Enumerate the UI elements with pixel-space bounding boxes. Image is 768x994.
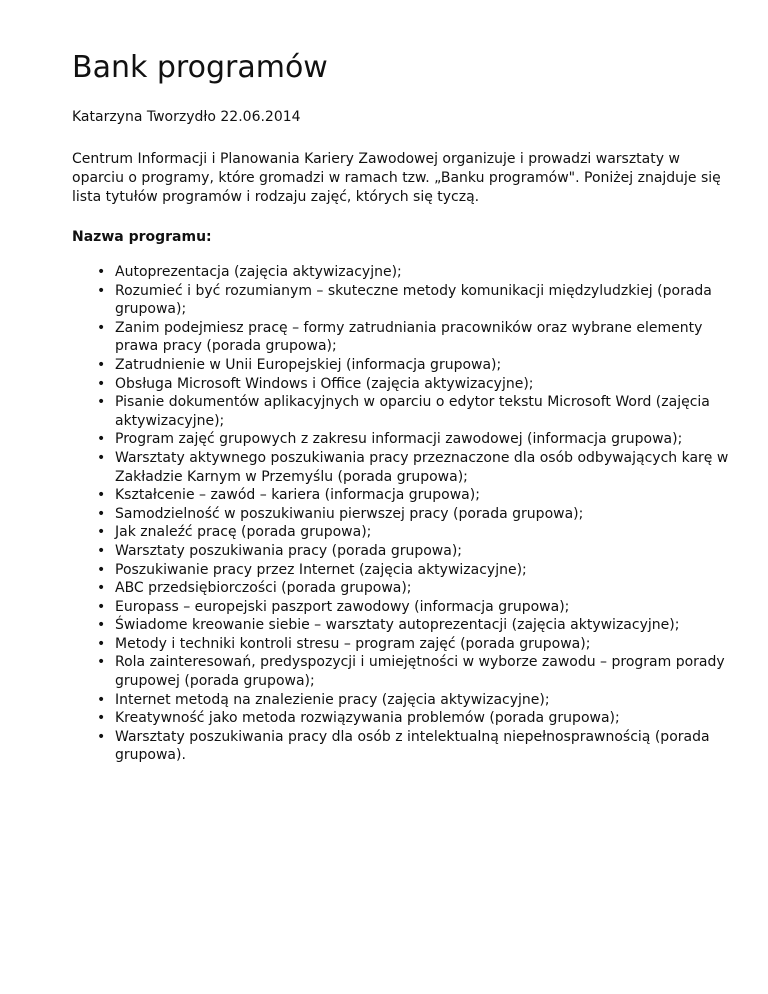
- program-list-item: • ABC przedsiębiorczości (porada grupowa);: [72, 579, 735, 598]
- page-title: Bank programów: [72, 50, 328, 85]
- intro-paragraph: Centrum Informacji i Planowania Kariery Zawodowej organizuje i prowadzi warsztaty w oparciu o programy, które gromadzi w ramach tzw. „Banku programów". Poniżej znajduje się lista tytułów programów i rodzaju zajęć, których się tyczą.: [72, 151, 721, 205]
- program-list-item: • Obsługa Microsoft Windows i Office (zajęcia aktywizacyjne);: [72, 375, 735, 394]
- program-list-item: • Warsztaty poszukiwania pracy dla osób z intelektualną niepełnosprawnością (porada grupowa).: [72, 728, 735, 765]
- program-list: [72, 263, 728, 765]
- program-list-item: • Warsztaty aktywnego poszukiwania pracy przeznaczone dla osób odbywających karę w Zakładzie Karnym w Przemyślu (porada grupowa);: [72, 449, 735, 486]
- program-list-item: • Samodzielność w poszukiwaniu pierwszej pracy (porada grupowa);: [72, 505, 735, 524]
- program-list-item: • Rozumieć i być rozumianym – skuteczne metody komunikacji międzyludzkiej (porada grupowa);: [72, 282, 735, 319]
- author-date-line: Katarzyna Tworzydło 22.06.2014: [72, 109, 301, 125]
- program-list-item: • Jak znaleźć pracę (porada grupowa);: [72, 523, 735, 542]
- section-title: Nazwa programu:: [72, 229, 212, 245]
- program-list-item: • Warsztaty poszukiwania pracy (porada grupowa);: [72, 542, 735, 561]
- program-list-item: • Rola zainteresowań, predyspozycji i umiejętności w wyborze zawodu – program porady grupowej (porada grupowa);: [72, 653, 735, 690]
- program-list-item: • Świadome kreowanie siebie – warsztaty autoprezentacji (zajęcia aktywizacyjne);: [72, 616, 735, 635]
- program-list-item: • Autoprezentacja (zajęcia aktywizacyjne);: [72, 263, 735, 282]
- program-list-item: • Zatrudnienie w Unii Europejskiej (informacja grupowa);: [72, 356, 735, 375]
- program-list-item: • Metody i techniki kontroli stresu – program zajęć (porada grupowa);: [72, 635, 735, 654]
- program-list-item: • Zanim podejmiesz pracę – formy zatrudniania pracowników oraz wybrane elementy prawa pracy (porada grupowa);: [72, 319, 735, 356]
- program-list-item: • Poszukiwanie pracy przez Internet (zajęcia aktywizacyjne);: [72, 561, 735, 580]
- program-list-item: • Internet metodą na znalezienie pracy (zajęcia aktywizacyjne);: [72, 691, 735, 710]
- program-list-item: • Program zajęć grupowych z zakresu informacji zawodowej (informacja grupowa);: [72, 430, 735, 449]
- program-list-item: • Pisanie dokumentów aplikacyjnych w oparciu o edytor tekstu Microsoft Word (zajęcia aktywizacyjne);: [72, 393, 735, 430]
- program-list-item: • Kształcenie – zawód – kariera (informacja grupowa);: [72, 486, 735, 505]
- program-list-item: • Europass – europejski paszport zawodowy (informacja grupowa);: [72, 598, 735, 617]
- program-list-item: • Kreatywność jako metoda rozwiązywania problemów (porada grupowa);: [72, 709, 735, 728]
